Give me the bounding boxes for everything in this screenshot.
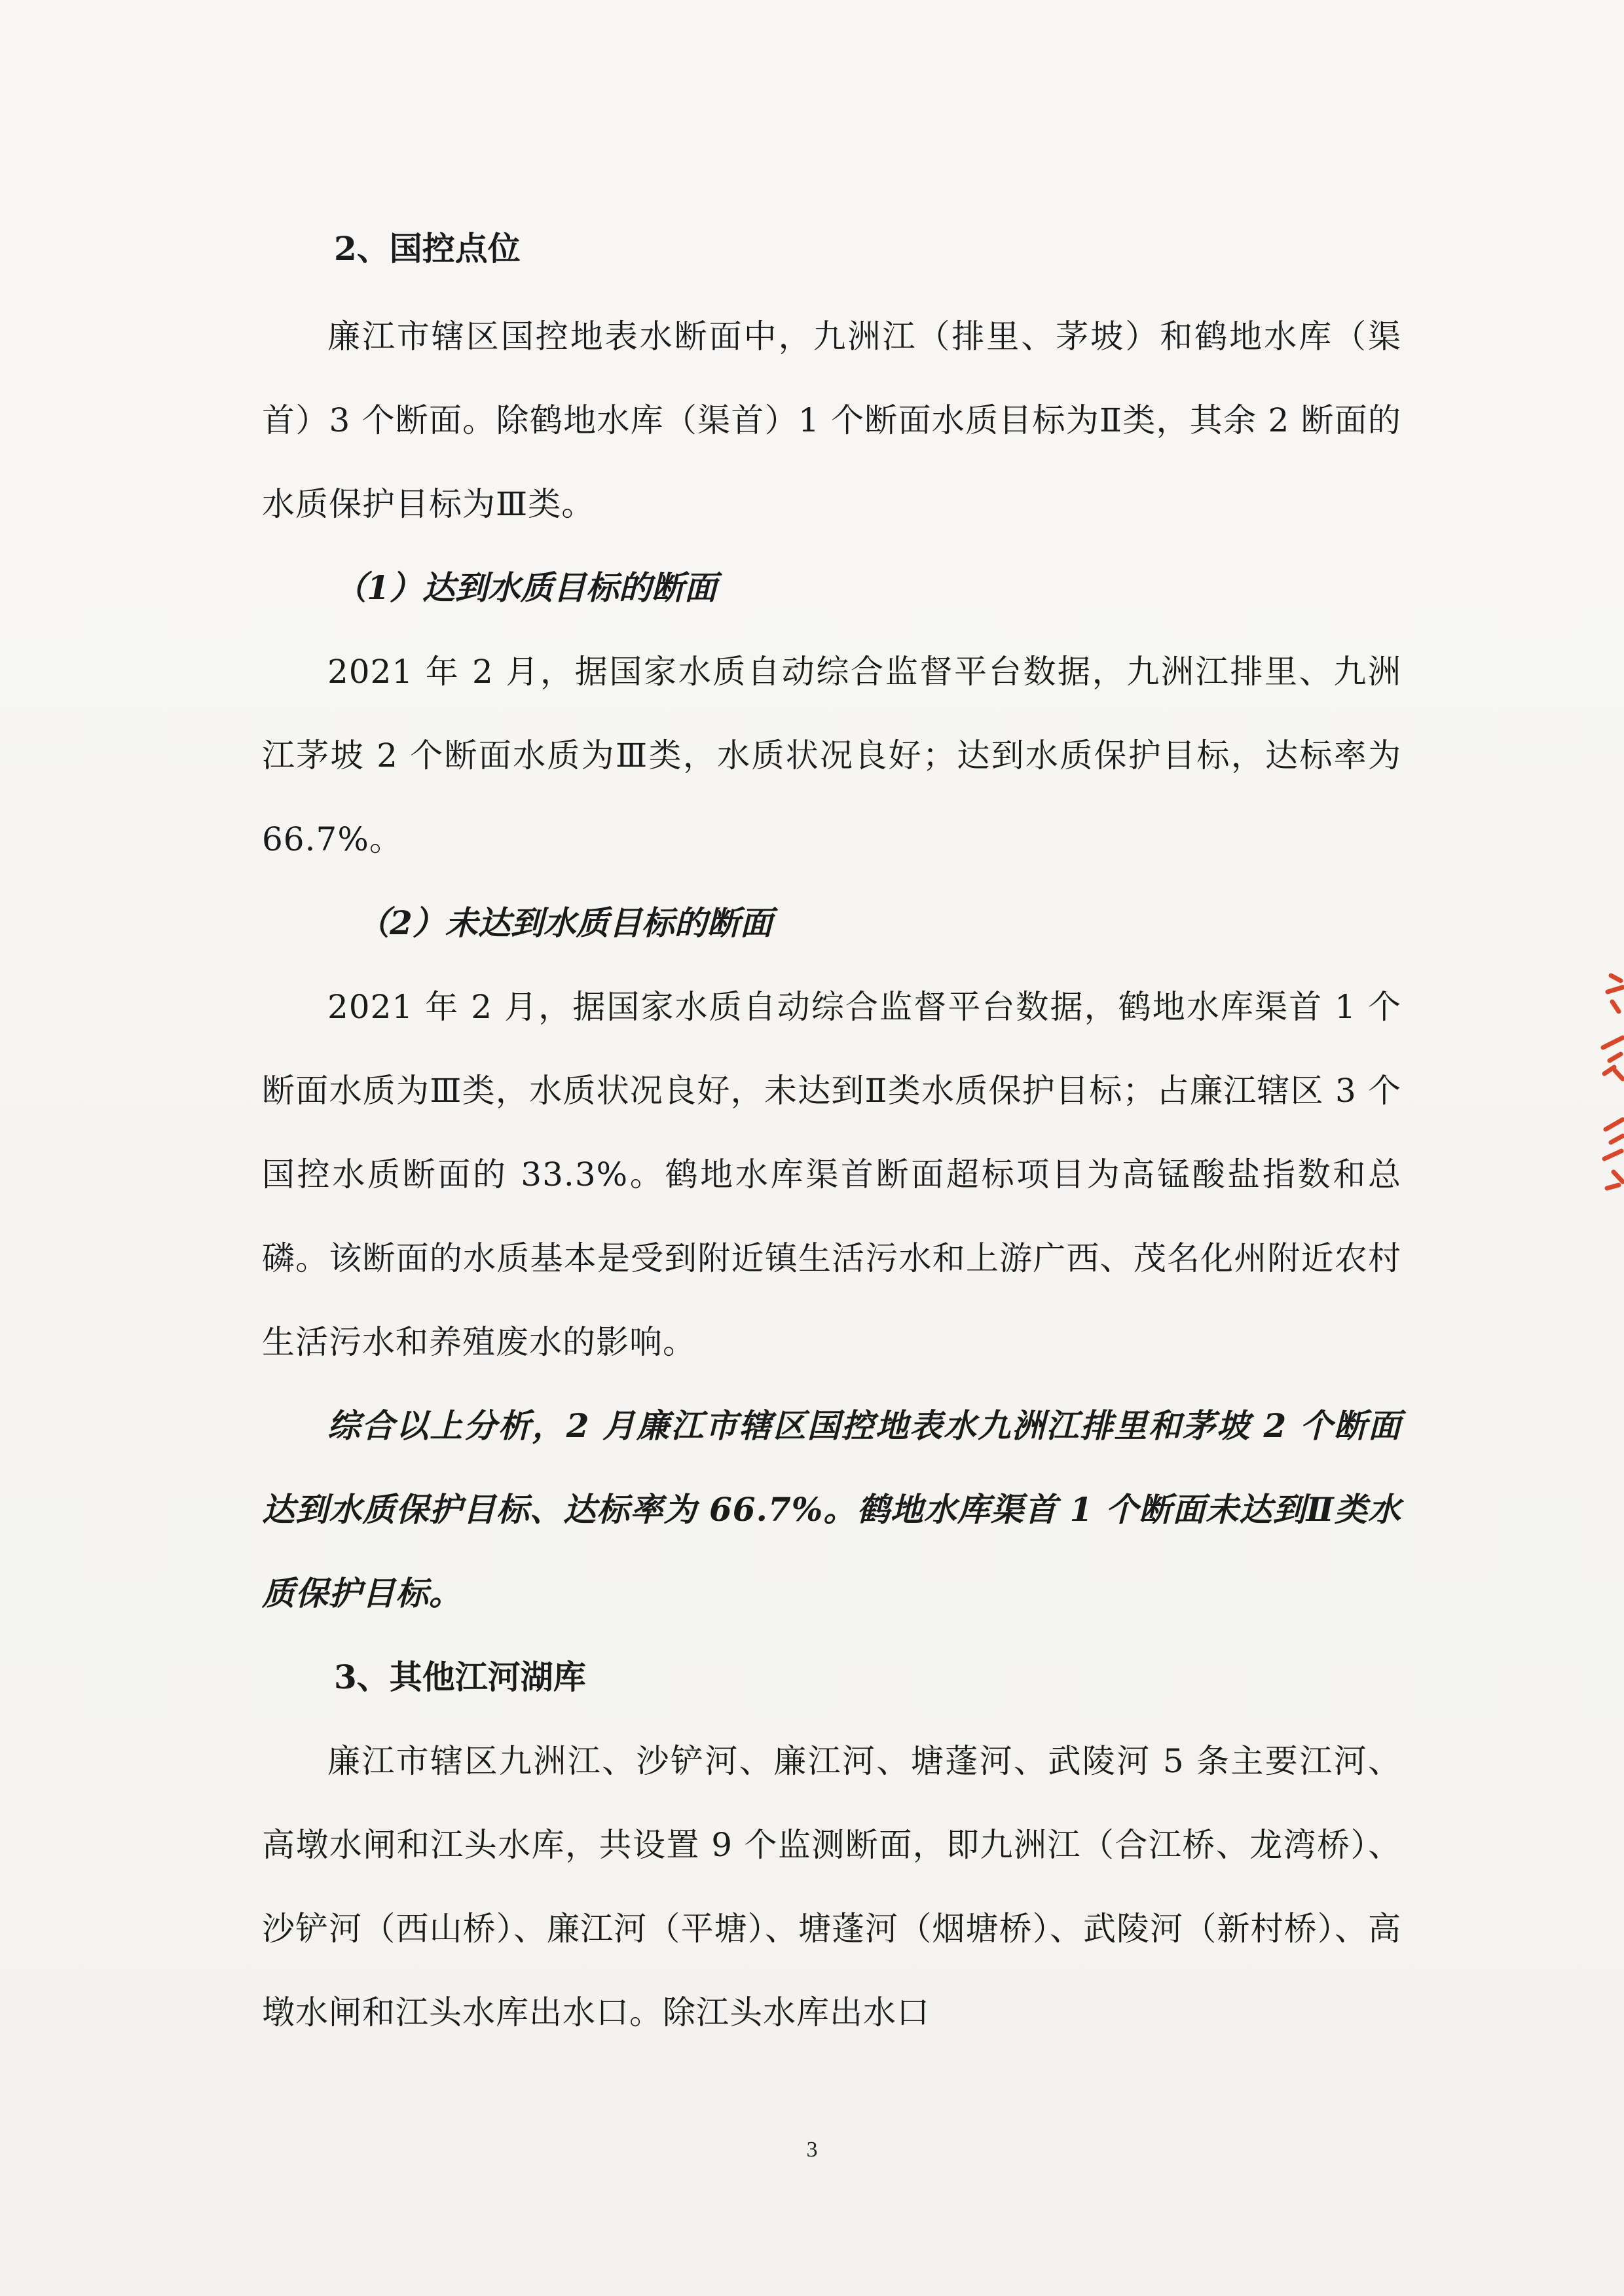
subsection-1-heading: （1）达到水质目标的断面 (334, 568, 717, 607)
subsection-1-text: 2021 年 2 月，据国家水质自动综合监督平台数据，九洲江排里、九洲江茅坡 2 个断面水质为Ⅲ类，水质状况良好；达到水质保护目标，达标率为 66.7%。 (262, 653, 1401, 858)
section-2-heading: 2、国控点位 (334, 229, 521, 268)
seal-stamp-fragment (1585, 962, 1624, 1224)
subsection-2-text: 2021 年 2 月，据国家水质自动综合监督平台数据，鹤地水库渠首 1 个断面水质为Ⅲ类，水质状况良好，未达到Ⅱ类水质保护目标；占廉江辖区 3 个国控水质断面的 33.3%。鹤地水库渠首断面超标项目为高锰酸盐指数和总磷。该断面的水质基本是受到附近镇生活污水和上游广西、茂名化州附近农村生活污水和养殖废水的影响。 (262, 988, 1401, 1361)
section-2-intro: 廉江市辖区国控地表水断面中，九洲江（排里、茅坡）和鹤地水库（渠首）3 个断面。除鹤地水库（渠首）1 个断面水质目标为Ⅱ类，其余 2 断面的水质保护目标为Ⅲ类。 (262, 318, 1401, 523)
section-3-heading: 3、其他江河湖库 (334, 1658, 586, 1696)
page-number: 3 (806, 2138, 818, 2162)
subsection-2-heading: （2）未达到水质目标的断面 (357, 903, 773, 942)
section-3-text: 廉江市辖区九洲江、沙铲河、廉江河、塘蓬河、武陵河 5 条主要江河、高墩水闸和江头水库，共设置 9 个监测断面，即九洲江（合江桥、龙湾桥）、沙铲河（西山桥）、廉江河（平塘）、塘蓬河（烟塘桥）、武陵河（新村桥）、高墩水闸和江头水库出水口。除江头水库出水口 (262, 1742, 1401, 2032)
page-content (262, 203, 1401, 2054)
summary-paragraph: 综合以上分析，2 月廉江市辖区国控地表水九洲江排里和茅坡 2 个断面达到水质保护目标、达标率为 66.7%。鹤地水库渠首 1 个断面未达到Ⅱ类水质保护目标。 (262, 1406, 1401, 1613)
